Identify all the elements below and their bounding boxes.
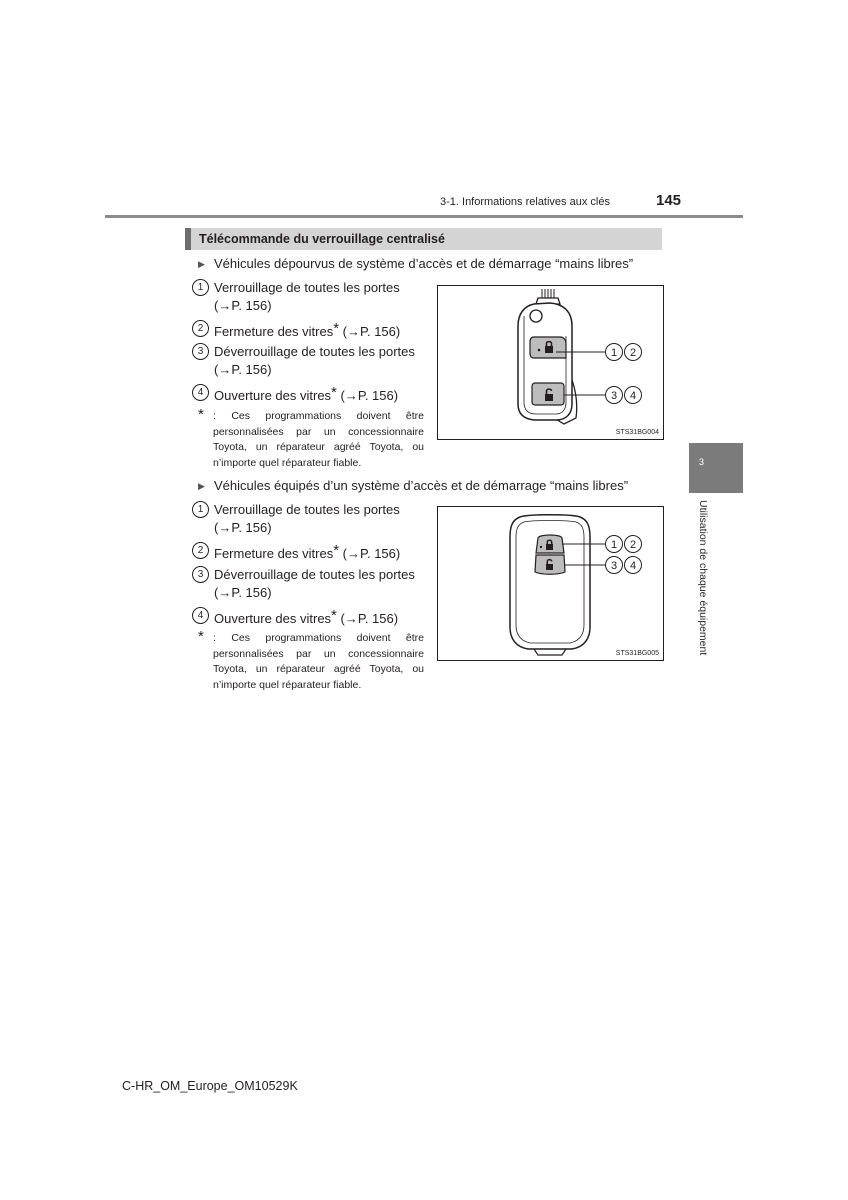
item-text: Ouverture des vitres [214,388,332,403]
figure-folding-key [437,285,664,440]
item-ref: (→P. 156) [214,520,272,535]
block2-item-4 [192,607,426,628]
circled-number: 1 [192,279,209,296]
item-text: Fermeture des vitres [214,546,334,561]
item-ref: (→P. 156) [214,585,272,600]
figure-smart-key [437,506,664,661]
asterisk-mark: * [331,607,337,624]
asterisk-mark: * [331,384,337,401]
item-ref: (→P. 156) [214,298,272,313]
circled-number: 2 [192,320,209,337]
section-title: Télécommande du verrouillage centralisé [199,232,445,246]
callout-1: 1 [610,539,618,551]
item-text: Fermeture des vitres [214,324,334,339]
callout-1: 1 [610,347,618,359]
footer-doc-id: C-HR_OM_Europe_OM10529K [122,1079,298,1093]
triangle-bullet-icon: ▶ [198,259,205,269]
item-text: Verrouillage de toutes les portes [214,502,400,517]
callout-2: 2 [629,539,637,551]
note-asterisk: * [198,406,204,423]
item-ref: (→P. 156) [214,362,272,377]
block2-item-1 [192,501,426,537]
block1-heading [198,256,633,271]
block1-item-3 [192,343,426,379]
block1-item-4 [192,384,426,405]
asterisk-mark: * [333,542,340,559]
item-ref: (→P. 156) [336,611,399,626]
item-text: Verrouillage de toutes les portes [214,280,400,295]
item-text: Déverrouillage de toutes les portes [214,344,415,359]
triangle-bullet-icon: ▶ [198,481,205,491]
circled-number: 2 [192,542,209,559]
circled-number: 4 [192,384,209,401]
item-ref: (→P. 156) [336,388,399,403]
block1-item-2 [192,320,426,341]
item-text: Déverrouillage de toutes les portes [214,567,415,582]
circled-number: 1 [192,501,209,518]
note-text: : Ces programmations doivent être personnalisées par un concessionnaire Toyota, un réparateur agréé Toyota, ou n’importe quel réparateur fiable. [213,632,424,691]
circled-number: 3 [192,566,209,583]
callout-3: 3 [610,560,618,572]
item-ref: (→P. 156) [339,324,401,339]
chapter-tab[interactable] [689,443,743,493]
callout-3: 3 [610,390,618,402]
callout-4: 4 [629,390,637,402]
section-title-bar [185,228,662,250]
figure-code: STS31BG005 [615,650,659,657]
asterisk-mark: * [333,320,340,337]
block1-heading-text: Véhicules dépourvus de système d’accès et de démarrage “mains libres” [214,256,634,271]
header-section-title: 3-1. Informations relatives aux clés [440,196,610,208]
block2-heading [198,478,628,493]
circled-number: 3 [192,343,209,360]
header-rule [105,215,743,218]
circled-number: 4 [192,607,209,624]
smart-key-illustration [438,507,663,660]
section-accent [185,228,191,250]
block2-item-3 [192,566,426,602]
callout-4: 4 [629,560,637,572]
page-number: 145 [656,192,682,209]
chapter-label: Utilisation de chaque équipement [697,500,709,656]
callout-2: 2 [629,347,637,359]
note-asterisk: * [198,628,204,645]
note-text: : Ces programmations doivent être personnalisées par un concessionnaire Toyota, un réparateur agréé Toyota, ou n’importe quel réparateur fiable. [213,410,424,469]
block2-heading-text: Véhicules équipés d’un système d’accès et de démarrage “mains libres” [214,478,629,493]
folding-key-illustration [438,286,663,439]
block1-note [198,406,424,471]
item-text: Ouverture des vitres [214,611,332,626]
block2-item-2 [192,542,426,563]
block2-note [198,628,424,693]
chapter-number: 3 [699,457,705,467]
item-ref: (→P. 156) [339,546,401,561]
figure-code: STS31BG004 [615,429,659,436]
block1-item-1 [192,279,426,315]
